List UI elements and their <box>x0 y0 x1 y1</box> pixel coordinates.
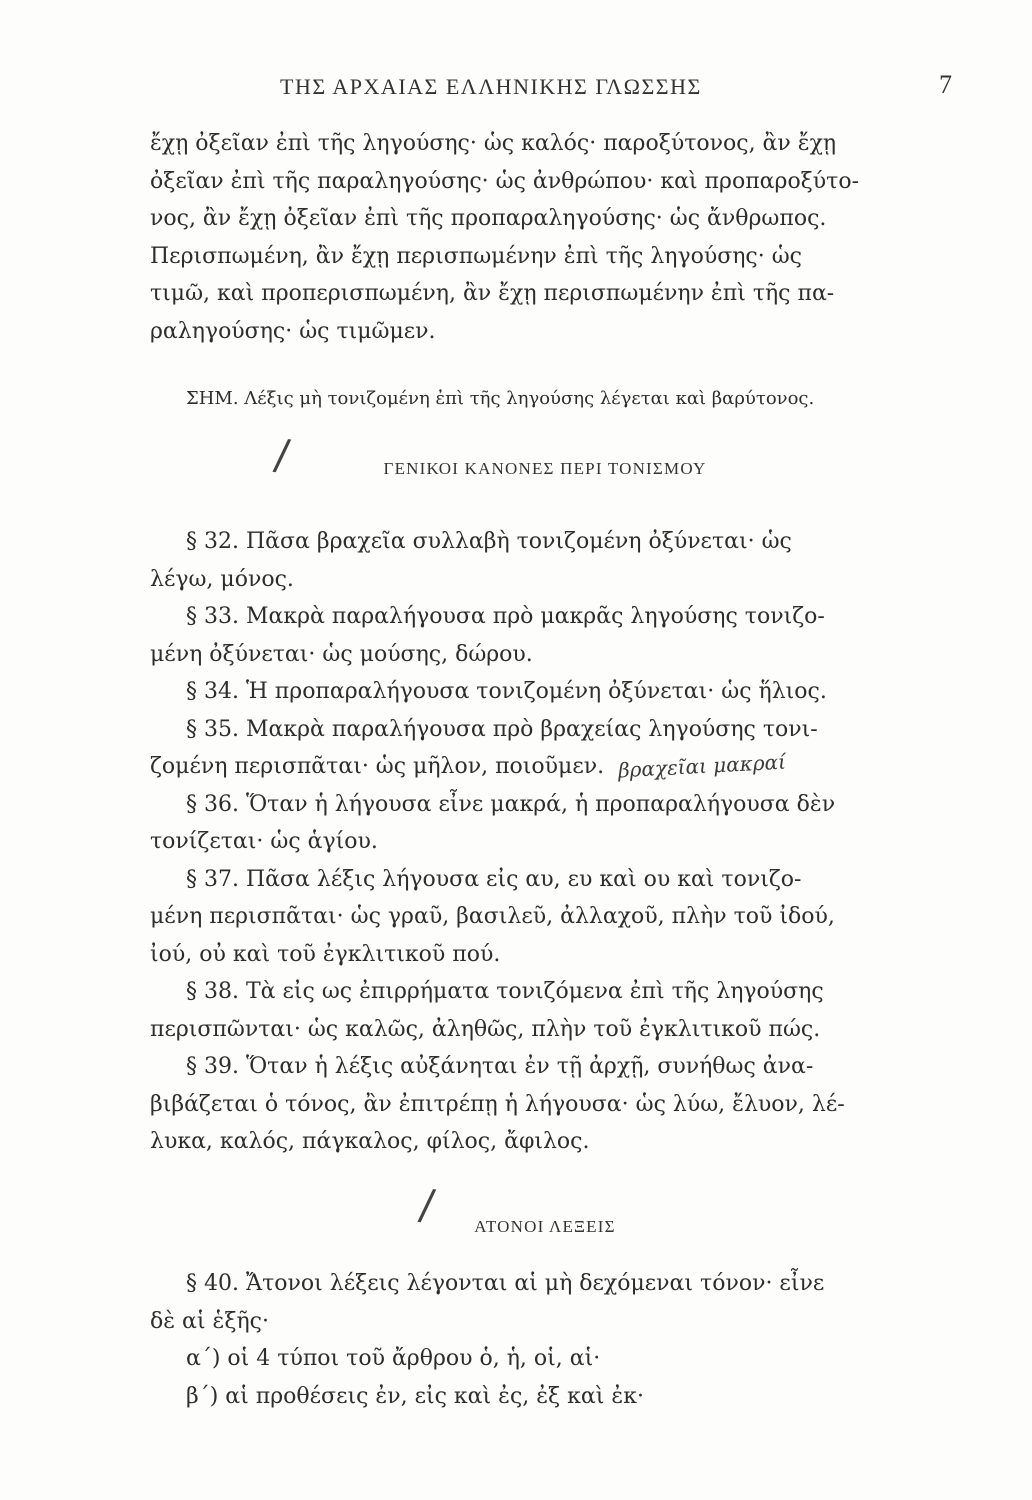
margin-mark-2: / <box>416 1179 438 1230</box>
rule-35-cont-text: ζομένη περισπᾶται· ὡς μῆλον, ποιοῦμεν. <box>150 754 605 779</box>
rule-40: § 40. Ἄτονοι λέξεις λέγονται αἱ μὴ δεχόμεναι τόνον· εἶνε <box>186 1271 825 1296</box>
text-line: ἔχῃ ὀξεῖαν ἐπὶ τῆς ληγούσης· ὡς καλός· παροξύτονος, ἂν ἔχῃ <box>150 131 837 156</box>
rule-36-cont: τονίζεται· ὡς ἁγίου. <box>150 829 378 854</box>
rule-39-cont2: λυκα, καλός, πάγκαλος, φίλος, ἄφιλος. <box>150 1129 590 1154</box>
rule-38-cont: περισπῶνται· ὡς καλῶς, ἀληθῶς, πλὴν τοῦ ἐγκλιτικοῦ πώς. <box>150 1016 821 1042</box>
rule-35-cont <box>150 748 940 786</box>
rule-33-cont: μένη ὀξύνεται· ὡς μούσης, δώρου. <box>150 641 533 667</box>
rule-32: § 32. Πᾶσα βραχεῖα συλλαβὴ τονιζομένη ὀξύνεται· ὡς <box>186 529 792 554</box>
note-block <box>150 366 940 418</box>
page-header <box>150 68 952 108</box>
handwritten-annotation: βραχεῖαι μακραί <box>617 749 787 783</box>
intro-paragraph <box>150 125 940 350</box>
rule-37-cont: μένη περισπᾶται· ὡς γραῦ, βασιλεῦ, ἀλλαχοῦ, πλὴν τοῦ ἰδού, <box>150 904 835 929</box>
running-head: ΤΗΣ ΑΡΧΑΙΑΣ ΕΛΛΗΝΙΚΗΣ ΓΛΩΣΣΗΣ <box>280 74 702 99</box>
rule-39-cont: βιβάζεται ὁ τόνος, ἂν ἐπιτρέπῃ ἡ λήγουσα· ὡς λύω, ἔλυον, λέ- <box>150 1091 845 1117</box>
margin-mark: / <box>271 429 293 480</box>
rule-37: § 37. Πᾶσα λέξις λήγουσα εἰς αυ, ευ καὶ ου καὶ τονιζο- <box>186 866 802 892</box>
text-line: ραληγούσης· ὡς τιμῶμεν. <box>150 318 436 344</box>
rule-37-cont2: ἰού, οὐ καὶ τοῦ ἐγκλιτικοῦ πού. <box>150 941 501 967</box>
rule-38: § 38. Τὰ εἰς ως ἐπιρρήματα τονιζόμενα ἐπὶ τῆς ληγούσης <box>186 979 824 1004</box>
text-line: Περισπωμένη, ἂν ἔχῃ περισπωμένην ἐπὶ τῆς ληγούσης· ὡς <box>150 243 802 269</box>
section-heading-general-rules: ΓΕΝΙΚΟΙ ΚΑΝΟΝΕΣ ΠΕΡΙ ΤΟΝΙΣΜΟΥ <box>383 459 707 478</box>
text-line: νος, ἂν ἔχῃ ὀξεῖαν ἐπὶ τῆς προπαραληγούσης· ὡς ἄνθρωπος. <box>150 206 827 231</box>
rules-block <box>150 523 940 1161</box>
text-line: τιμῶ, καὶ προπερισπωμένη, ἂν ἔχῃ περισπωμένην ἐπὶ τῆς πα- <box>150 281 835 306</box>
text-line: ὀξεῖαν ἐπὶ τῆς παραληγούσης· ὡς ἀνθρώπου· καὶ προπαροξύτο- <box>150 168 860 194</box>
rule-36: § 36. Ὅταν ἡ λήγουσα εἶνε μακρά, ἡ προπαραλήγουσα δὲν <box>186 791 836 817</box>
rule-40-cont: δὲ αἱ ἑξῆς· <box>150 1308 269 1334</box>
page-number: 7 <box>939 70 952 99</box>
rule-33: § 33. Μακρὰ παραλήγουσα πρὸ μακρᾶς ληγούσης τονιζο- <box>186 604 825 629</box>
rule-35: § 35. Μακρὰ παραλήγουσα πρὸ βραχείας ληγούσης τονι- <box>186 716 818 742</box>
note-text: ΣΗΜ. Λέξις μὴ τονιζομένη ἐπὶ τῆς ληγούσης λέγεται καὶ βαρύτονος. <box>186 388 815 409</box>
rule-32-cont: λέγω, μόνος. <box>150 566 294 592</box>
rule-39: § 39. Ὅταν ἡ λέξις αὐξάνηται ἐν τῇ ἀρχῇ, συνήθως ἀνα- <box>186 1054 814 1079</box>
rule-40-item-a: α΄) οἱ 4 τύποι τοῦ ἄρθρου ὁ, ἡ, οἱ, αἱ· <box>186 1346 601 1371</box>
rule-34: § 34. Ἡ προπαραλήγουσα τονιζομένη ὀξύνεται· ὡς ἥλιος. <box>186 679 827 704</box>
rule-40-block <box>150 1265 940 1415</box>
rule-40-item-b: β΄) αἱ προθέσεις ἐν, εἰς καὶ ἐς, ἐξ καὶ ἐκ· <box>186 1383 644 1409</box>
section-heading-atonic-words: ΑΤΟΝΟΙ ΛΕΞΕΙΣ <box>474 1217 616 1236</box>
